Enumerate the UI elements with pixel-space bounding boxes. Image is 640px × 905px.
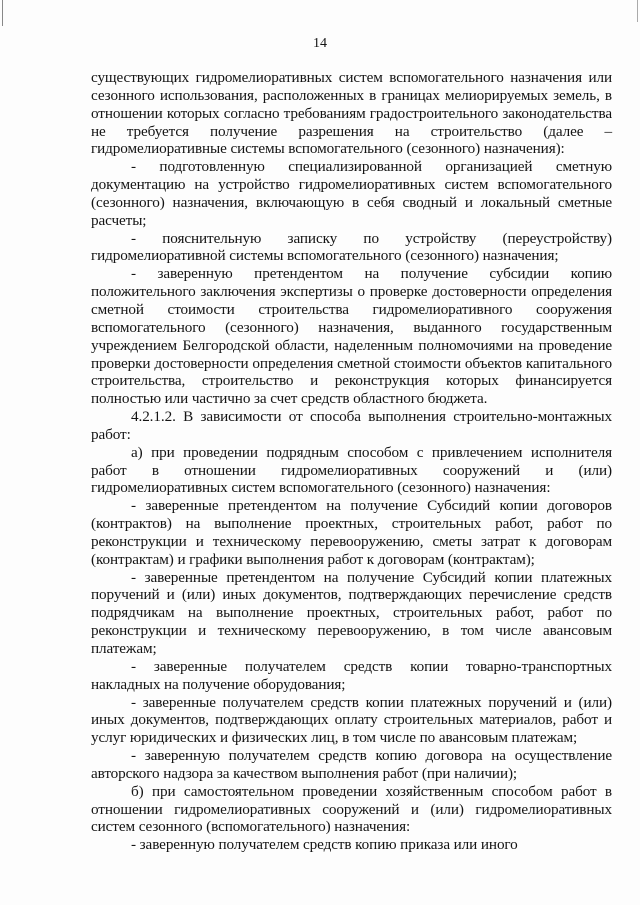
subsection-paragraph: б) при самостоятельном проведении хозяйственным способом работ в отношении гидромелиоративных сооружений и (или) гидромелиоративных систем сезонного (вспомогательного) назначения: (91, 782, 612, 836)
section-paragraph: 4.2.1.2. В зависимости от способа выполнения строительно-монтажных работ: (91, 408, 612, 443)
scan-edge-mark (637, 0, 638, 22)
subsection-paragraph: а) при проведении подрядным способом с привлечением исполнителя работ в отношении гидромелиоративных сооружений и (или) гидромелиоративных систем вспомогательного (сезонного) назначения: (91, 443, 612, 497)
document-body (91, 69, 612, 854)
list-item: - заверенные претендентом на получение Субсидий копии договоров (контрактов) на выполнение проектных, строительных работ, работ по реконструкции и техническому перевооружению, сметы затрат к договорам (контрактам) и графики выполнения работ к договорам (контрактам); (91, 497, 612, 568)
list-item: - заверенные претендентом на получение Субсидий копии платежных поручений и (или) иных документов, подтверждающих перечисление средств подрядчикам на выполнение проектных, строительных работ, работ по реконструкции и техническому перевооружению, в том числе авансовым платежам; (91, 568, 612, 657)
list-item: - заверенную претендентом на получение субсидии копию положительного заключения экспертизы о проверке достоверности определения сметной стоимости строительства гидромелиоративного сооружения вспомогательного (сезонного) назначения, выданного государственным учреждением Белгородской области, наделенным полномочиями на проведение проверки достоверности определения сметной стоимости объектов капитального строительства, строительство и реконструкция которых финансируется полностью или частично за счет средств областного бюджета. (91, 265, 612, 408)
list-item: - пояснительную записку по устройству (переустройству) гидромелиоративной системы вспомогательного (сезонного) назначения; (91, 229, 612, 265)
list-item: - заверенную получателем средств копию договора на осуществление авторского надзора за качеством выполнения работ (при наличии); (91, 747, 612, 782)
list-item: - заверенную получателем средств копию приказа или иного (131, 836, 518, 854)
page-number: 14 (313, 36, 327, 51)
list-item: - заверенные получателем средств копии товарно-транспортных накладных на получение оборудования; (91, 657, 612, 693)
list-item: - заверенные получателем средств копии платежных поручений и (или) иных документов, подтверждающих оплату строительных материалов, работ и услуг юридических и физических лиц, в том числе по авансовым платежам; (91, 693, 612, 747)
list-item: - подготовленную специализированной организацией сметную документацию на устройство гидромелиоративных систем вспомогательного (сезонного) назначения, включающую в себя сводный и локальный сметные расчеты; (91, 158, 612, 229)
paragraph: существующих гидромелиоративных систем вспомогательного назначения или сезонного использования, расположенных в границах мелиорируемых земель, в отношении которых согласно требованиям градостроительного законодательства не требуется получение разрешения на строительство (далее – гидромелиоративные системы вспомогательного (сезонного) назначения): (91, 69, 612, 158)
scan-edge-mark (2, 0, 3, 26)
